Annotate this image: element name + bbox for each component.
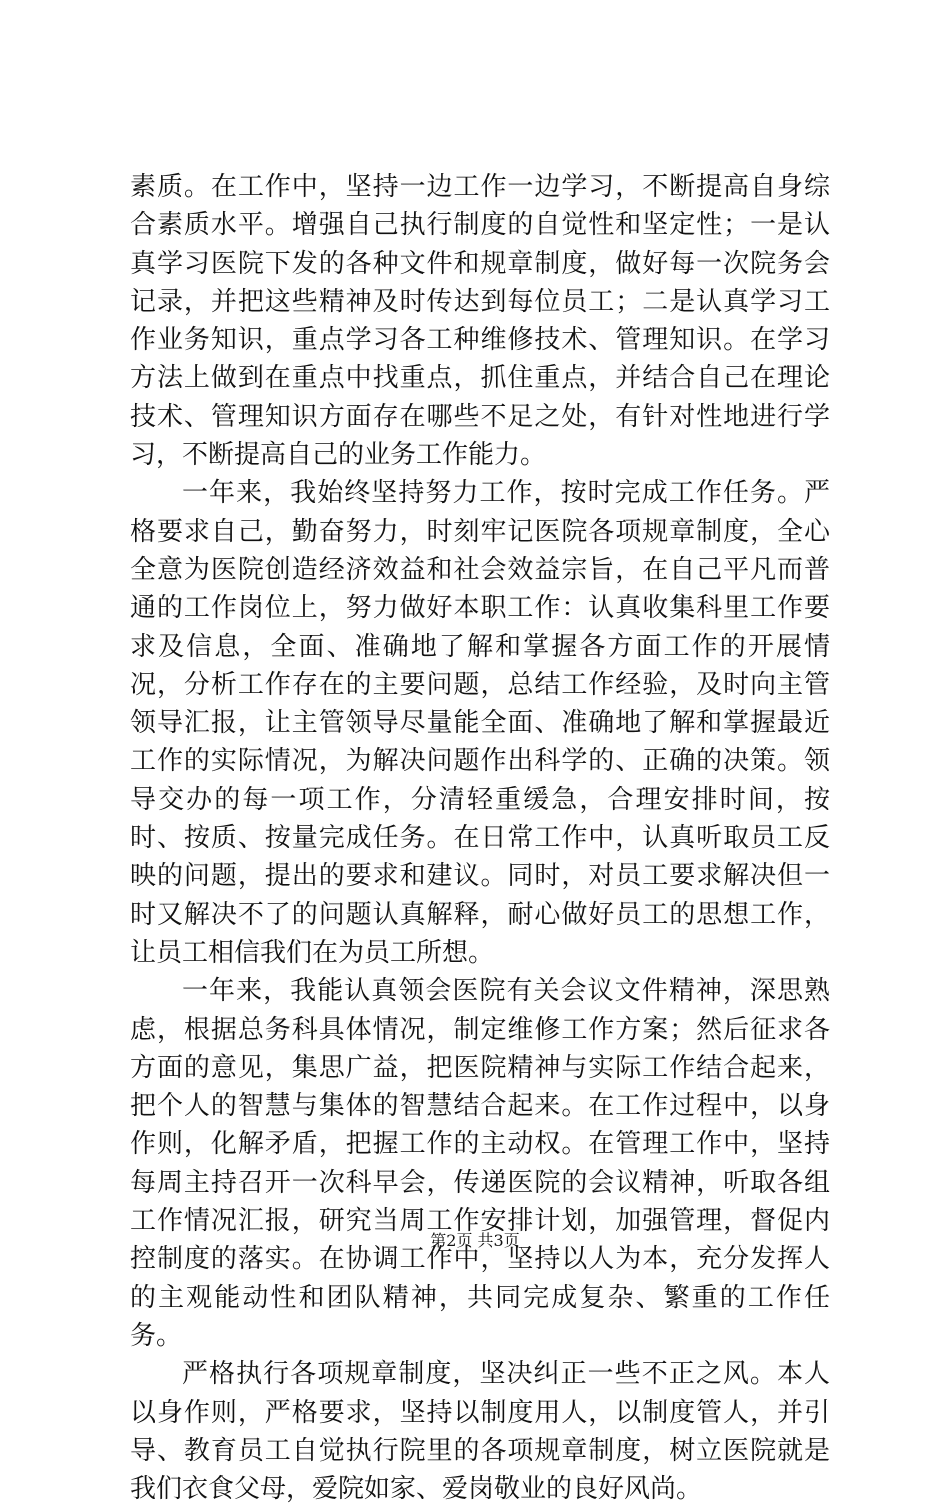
paragraph-work-effort: 一年来，我始终坚持努力工作，按时完成工作任务。严格要求自己，勤奋努力，时刻牢记医院各项规章制度，全心全意为医院创造经济效益和社会效益宗旨，在自己平凡而普通的工作岗位上，努力做好本职工作：认真收集科里工作要求及信息，全面、准确地了解和掌握各方面工作的开展情况，分析工作存在的主要问题，总结工作经验，及时向主管领导汇报，让主管领导尽量能全面、准确地了解和掌握最近工作的实际情况，为解决问题作出科学的、正确的决策。领导交办的每一项工作，分清轻重缓急，合理安排时间，按时、按质、按量完成任务。在日常工作中，认真听取员工反映的问题，提出的要求和建议。同时，对员工要求解决但一时又解决不了的问题认真解释，耐心做好员工的思想工作，让员工相信我们在为员工所想。 bbox=[130, 478, 830, 968]
paragraph-continuation: 素质。在工作中，坚持一边工作一边学习，不断提高自身综合素质水平。增强自己执行制度的自觉性和坚定性；一是认真学习医院下发的各种文件和规章制度，做好每一次院务会记录，并把这些精神及时传达到每位员工；二是认真学习工作业务知识，重点学习各工种维修技术、管理知识。在学习方法上做到在重点中找重点，抓住重点，并结合自己在理论技术、管理知识方面存在哪些不足之处，有针对性地进行学习，不断提高自己的业务工作能力。 bbox=[130, 172, 830, 471]
page-number-footer: 第2页 共3页 bbox=[430, 1231, 520, 1250]
document-body bbox=[130, 168, 830, 1508]
paragraph-meeting-spirit: 一年来，我能认真领会医院有关会议文件精神，深思熟虑，根据总务科具体情况，制定维修工作方案；然后征求各方面的意见，集思广益，把医院精神与实际工作结合起来，把个人的智慧与集体的智慧结合起来。在工作过程中，以身作则，化解矛盾，把握工作的主动权。在管理工作中，坚持每周主持召开一次科早会，传递医院的会议精神，听取各组工作情况汇报，研究当周工作安排计划，加强管理，督促内控制度的落实。在协调工作中，坚持以人为本，充分发挥人的主观能动性和团队精神，共同完成复杂、繁重的工作任务。 bbox=[130, 976, 830, 1351]
paragraph-rules-discipline: 严格执行各项规章制度，坚决纠正一些不正之风。本人以身作则，严格要求，坚持以制度用人，以制度管人，并引导、教育员工自觉执行院里的各项规章制度，树立医院就是我们衣食父母，爱院如家、爱岗敬业的良好风尚。 bbox=[130, 1359, 830, 1505]
